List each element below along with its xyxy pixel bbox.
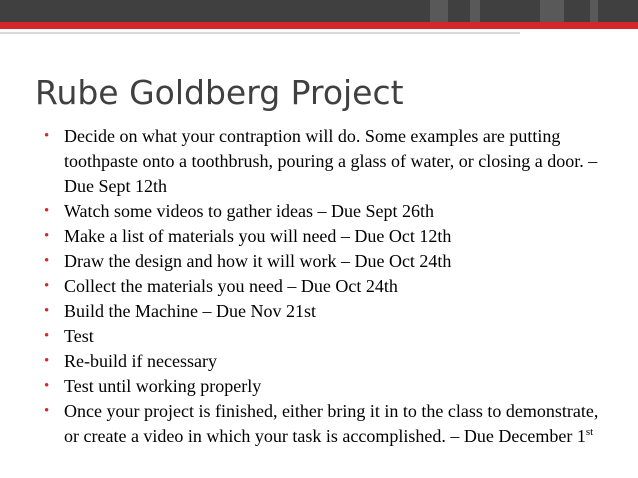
bullet-dot-icon: • bbox=[44, 403, 50, 419]
bullet-dot-icon: • bbox=[44, 228, 50, 244]
list-item bbox=[44, 299, 608, 324]
list-item bbox=[44, 349, 608, 374]
bullet-text: Test until working properly bbox=[64, 376, 262, 396]
bullet-dot-icon: • bbox=[44, 378, 50, 394]
bullet-text: Make a list of materials you will need – Due Oct 12th bbox=[64, 226, 452, 246]
header-stripe bbox=[430, 0, 448, 24]
bullet-text: Watch some videos to gather ideas – Due Sept 26th bbox=[64, 201, 434, 221]
list-item bbox=[44, 199, 608, 224]
bullet-dot-icon: • bbox=[44, 253, 50, 269]
header-stripe bbox=[590, 0, 598, 24]
header-divider bbox=[0, 32, 520, 34]
header-stripe bbox=[540, 0, 564, 24]
bullet-dot-icon: • bbox=[44, 328, 50, 344]
bullet-text: Collect the materials you need – Due Oct 24th bbox=[64, 276, 398, 296]
list-item bbox=[44, 274, 608, 299]
bullet-text: Test bbox=[64, 326, 94, 346]
ordinal-suffix: st bbox=[585, 426, 594, 438]
bullet-text: Re-build if necessary bbox=[64, 351, 217, 371]
list-item bbox=[44, 224, 608, 249]
bullet-text: Build the Machine – Due Nov 21st bbox=[64, 301, 316, 321]
list-item bbox=[44, 374, 608, 399]
bullet-dot-icon: • bbox=[44, 203, 50, 219]
bullet-dot-icon: • bbox=[44, 278, 50, 294]
bullet-text: Draw the design and how it will work – Due Oct 24th bbox=[64, 251, 452, 271]
header-accent-bar bbox=[0, 22, 638, 29]
list-item bbox=[44, 324, 608, 349]
bullet-dot-icon: • bbox=[44, 128, 50, 144]
list-item bbox=[44, 399, 608, 449]
list-item bbox=[44, 124, 608, 199]
bullet-list bbox=[44, 124, 608, 449]
bullet-dot-icon: • bbox=[44, 353, 50, 369]
bullet-dot-icon: • bbox=[44, 303, 50, 319]
bullet-text: Decide on what your contraption will do. Some examples are putting toothpaste onto a toothbrush, pouring a glass of water, or closing a door. – Due Sept 12th bbox=[64, 126, 598, 196]
bullet-text: Once your project is finished, either bring it in to the class to demonstrate, or create a video in which your task is accomplished. – Due December 1 bbox=[64, 401, 599, 446]
slide-title: Rube Goldberg Project bbox=[35, 73, 404, 112]
list-item bbox=[44, 249, 608, 274]
header-stripe bbox=[470, 0, 480, 24]
